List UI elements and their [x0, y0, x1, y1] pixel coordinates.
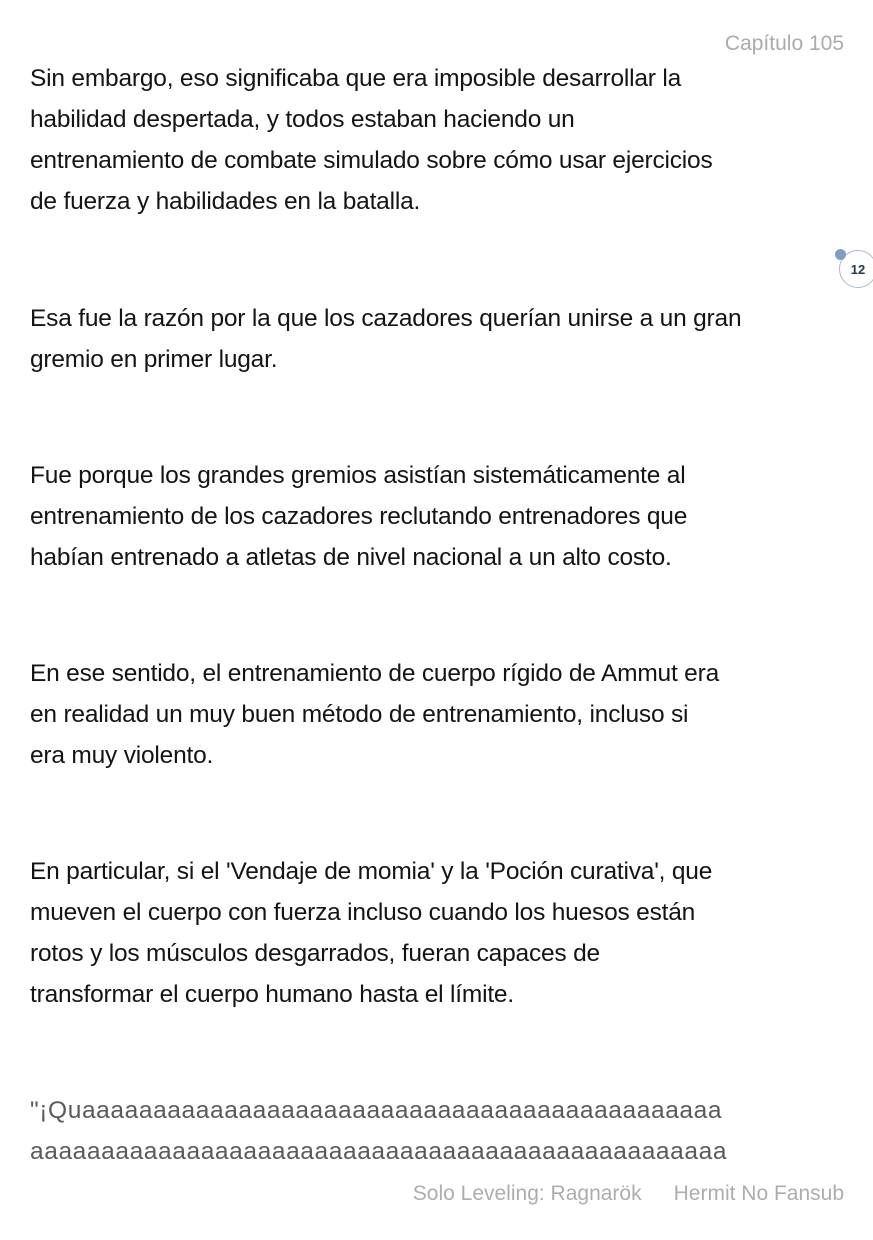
- paragraph: [30, 455, 860, 578]
- text-line: habilidad despertada, y todos estaban haciendo un: [30, 106, 575, 133]
- text-line: era muy violento.: [30, 742, 214, 769]
- badge-indicator-dot: [835, 249, 846, 260]
- paragraph: [30, 851, 860, 1015]
- text-line: en realidad un muy buen método de entrenamiento, incluso si: [30, 701, 689, 728]
- text-line: mueven el cuerpo con fuerza incluso cuando los huesos están: [30, 899, 696, 926]
- text-line: aaaaaaaaaaaaaaaaaaaaaaaaaaaaaaaaaaaaaaaaaaaaaaaaa: [30, 1138, 728, 1165]
- chapter-title: Capítulo 105: [724, 32, 844, 55]
- paragraph: [30, 298, 860, 380]
- text-line: transformar el cuerpo humano hasta el límite.: [30, 981, 514, 1008]
- text-line: entrenamiento de los cazadores reclutando entrenadores que: [30, 503, 688, 530]
- page-footer: [413, 1182, 844, 1206]
- text-line: Fue porque los grandes gremios asistían sistemáticamente al: [30, 462, 686, 489]
- text-line: entrenamiento de combate simulado sobre cómo usar ejercicios: [30, 147, 713, 174]
- paragraph: [30, 58, 860, 222]
- text-line: habían entrenado a atletas de nivel nacional a un alto costo.: [30, 544, 672, 571]
- page-number-badge[interactable]: [839, 250, 873, 288]
- page-number: 12: [850, 261, 866, 277]
- paragraph: [30, 1090, 845, 1172]
- text-line: de fuerza y habilidades en la batalla.: [30, 188, 421, 215]
- text-line: rotos y los músculos desgarrados, fueran capaces de: [30, 940, 600, 967]
- novel-title: Solo Leveling: Ragnarök: [412, 1182, 642, 1205]
- paragraph: [30, 653, 860, 776]
- text-line: En particular, si el 'Vendaje de momia' y la 'Poción curativa', que: [30, 858, 713, 885]
- text-line: "¡Quaaaaaaaaaaaaaaaaaaaaaaaaaaaaaaaaaaaaaaaaaaaaa: [30, 1097, 723, 1124]
- text-line: Sin embargo, eso significaba que era imposible desarrollar la: [30, 65, 682, 92]
- text-line: gremio en primer lugar.: [30, 346, 278, 373]
- text-line: Esa fue la razón por la que los cazadores querían unirse a un gran: [30, 305, 742, 332]
- text-line: En ese sentido, el entrenamiento de cuerpo rígido de Ammut era: [30, 660, 719, 687]
- translator-credit: Hermit No Fansub: [673, 1182, 844, 1205]
